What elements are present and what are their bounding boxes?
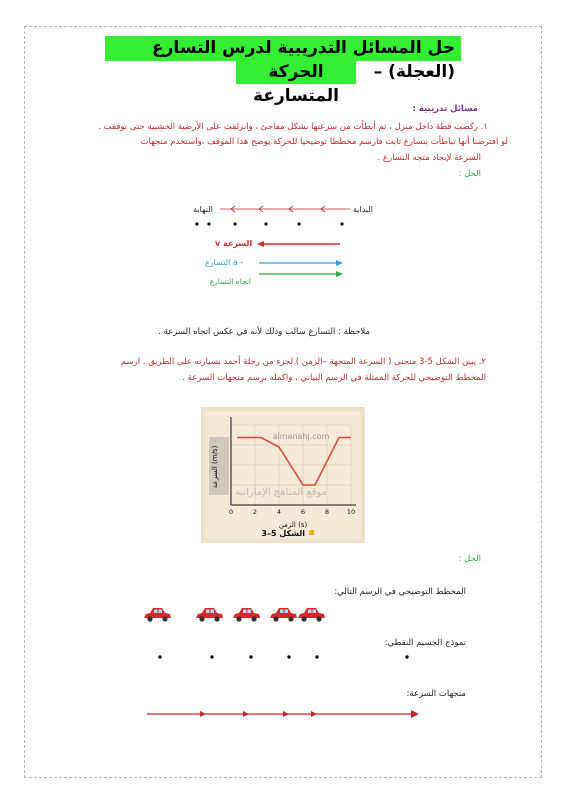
- page-title-line1: حل المسائل التدريبية لدرس التسارع (العجلة) –: [105, 36, 461, 61]
- figure-5-3: [201, 407, 365, 543]
- velocity-arrowhead: [257, 241, 264, 247]
- problem2-line1: ٢. يبين الشكل 5-3 منحنى ( السرعة المتجهة –الزمن ) لجزء من رحلة أحمد بسيارته على الطريق . ارسم: [120, 357, 486, 367]
- velocity-vectors-row: [145, 706, 425, 722]
- watermark-domain: almanahj.com: [272, 432, 330, 441]
- car-icon: [298, 608, 325, 622]
- end-label: النهاية: [193, 205, 213, 214]
- velocity-vectors-label: متجهات السرعة:: [406, 689, 466, 699]
- particle-dot: [315, 655, 318, 658]
- velocity-arrowhead: [311, 711, 317, 717]
- particle-dot: [210, 655, 213, 658]
- problem2-line2: المخطط التوضيحي للحركة الممثلة في الرسم البياني ، واكمله برسم متجهات السرعة .: [182, 373, 486, 383]
- accel-label: التسارع a -: [205, 258, 244, 267]
- velocity-arrowhead: [411, 710, 419, 718]
- x-tick-label: 0: [228, 508, 234, 516]
- x-axis-label: الزمن (s): [278, 521, 308, 529]
- figure-caption: الشكل 5–3: [261, 529, 305, 538]
- watermark-site-name: موقع المناهج الإماراتية: [234, 487, 328, 498]
- car-icon: [144, 608, 171, 622]
- x-tick-label: 8: [324, 508, 330, 516]
- particle-dot: [287, 655, 290, 658]
- particle-dot: [158, 655, 161, 658]
- x-tick-label: 10: [346, 508, 356, 516]
- x-tick-label: 4: [276, 508, 282, 516]
- page-title-line2: الحركة المتسارعة: [236, 60, 356, 84]
- solution-label-1: الحل :: [458, 169, 481, 179]
- x-tick-label: 6: [300, 508, 306, 516]
- particle-dot: [249, 655, 252, 658]
- particle-model-label: نموذج الجسيم النقطي:: [384, 638, 466, 648]
- accel-arrowhead: [336, 260, 343, 266]
- problem1-line1: ١. ركضت قطة داخل منزل ، ثم أبطأت من سرعتها بشكل مفاجئ ، وانزلقت على الأرضية الخشبية حتى توقفت .: [98, 122, 488, 132]
- velocity-label: v السرعة: [215, 239, 253, 248]
- accel-direction-arrowhead: [336, 271, 343, 277]
- note-1: ملاحظة : التسارع سالب وذلك لأنه في عكس اتجاه السرعة .: [158, 327, 370, 337]
- problem1-line3: السرعة لإيجاد متجه التسارع .: [377, 153, 481, 163]
- problem1-line2: لو افترضنا أنها تباطأت بتسارع ثابت فارسم مخططا توضيحيا للحركة يوضح هذا الموقف ،واستخدم متجهات: [140, 137, 508, 147]
- car-icon: [196, 608, 223, 622]
- velocity-arrowhead: [200, 711, 206, 717]
- section-heading: مسائل تدريبية :: [412, 104, 478, 114]
- accel-direction-label: اتجاه التسارع: [209, 277, 251, 286]
- start-label: البداية: [352, 205, 374, 214]
- caption-marker: [309, 530, 314, 535]
- particle-dot: [405, 655, 408, 658]
- y-axis-label: السرعة (m/s): [211, 445, 219, 489]
- particle-model-dots: [150, 650, 420, 664]
- motion-diagram-label: المخطط التوضيحي في الرسم التالي:: [334, 587, 466, 597]
- velocity-arrowhead: [283, 711, 289, 717]
- cat-motion-diagram: [175, 198, 385, 288]
- velocity-arrowhead: [243, 711, 249, 717]
- car-motion-diagram: [135, 600, 355, 630]
- car-icon: [233, 608, 260, 622]
- solution-label-2: الحل :: [458, 554, 481, 564]
- car-icon: [270, 608, 297, 622]
- x-tick-label: 2: [252, 508, 258, 516]
- cat-position-dots: [195, 222, 343, 225]
